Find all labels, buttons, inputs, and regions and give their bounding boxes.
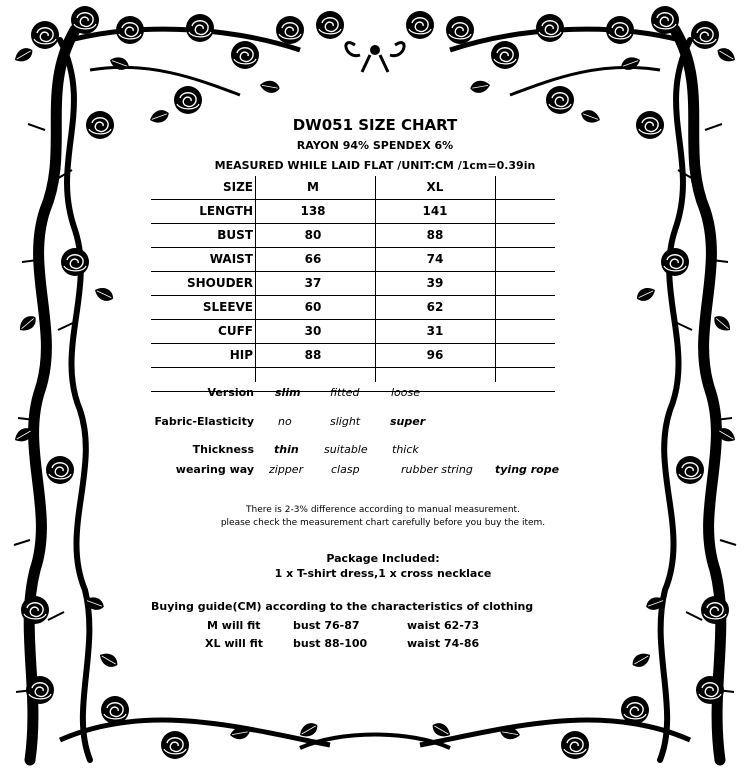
disclaimer-line2: please check the measurement chart carefully before you buy the item.	[220, 518, 546, 528]
table-divider	[375, 176, 376, 382]
row-value-xl: 74	[426, 252, 444, 266]
row-label: LENGTH	[199, 204, 253, 218]
wearing-zipper: zipper	[269, 463, 304, 476]
row-value-m: 138	[300, 204, 326, 218]
table-divider	[255, 176, 256, 382]
row-value-xl: 141	[422, 204, 448, 218]
package-title: Package Included:	[326, 552, 440, 565]
elasticity-slight: slight	[330, 415, 361, 428]
guide-waist-m: waist 62-73	[407, 619, 480, 632]
wearing-label: wearing way	[175, 463, 254, 476]
row-value-m: 88	[304, 348, 322, 362]
elasticity-no: no	[278, 415, 292, 428]
row-value-m: 66	[304, 252, 322, 266]
version-fitted: fitted	[330, 386, 360, 399]
row-value-xl: 62	[426, 300, 444, 314]
guide-bust-xl: bust 88-100	[293, 637, 368, 650]
thickness-suitable: suitable	[324, 443, 368, 456]
wearing-tying-rope: tying rope	[495, 463, 560, 476]
elasticity-label: Fabric-Elasticity	[154, 415, 254, 428]
guide-waist-xl: waist 74-86	[407, 637, 480, 650]
page-title: DW051 SIZE CHART	[292, 116, 458, 134]
version-label: Version	[207, 386, 254, 399]
row-value-m: 80	[304, 228, 322, 242]
guide-size-xl: XL will fit	[205, 637, 264, 650]
row-value-xl: 96	[426, 348, 444, 362]
thickness-label: Thickness	[192, 443, 254, 456]
row-value-xl: 31	[426, 324, 444, 338]
table-divider	[495, 176, 496, 382]
row-label: HIP	[229, 348, 253, 362]
row-value-xl: 88	[426, 228, 444, 242]
header-xl: XL	[426, 180, 444, 194]
row-value-xl: 39	[426, 276, 444, 290]
row-value-m: 60	[304, 300, 322, 314]
row-label: WAIST	[209, 252, 253, 266]
version-slim: slim	[275, 386, 301, 399]
material-text: RAYON 94% SPENDEX 6%	[296, 139, 454, 152]
thickness-thin: thin	[274, 443, 299, 456]
wearing-clasp: clasp	[331, 463, 360, 476]
thickness-thick: thick	[392, 443, 419, 456]
disclaimer-line1: There is 2-3% difference according to manual measurement.	[246, 505, 520, 515]
guide-size-m: M will fit	[207, 619, 261, 632]
version-loose: loose	[391, 386, 421, 399]
package-contents: 1 x T-shirt dress,1 x cross necklace	[274, 567, 492, 580]
guide-title: Buying guide(CM) according to the characteristics of clothing	[151, 600, 534, 613]
row-label: CUFF	[218, 324, 253, 338]
guide-bust-m: bust 76-87	[293, 619, 360, 632]
row-label: BUST	[217, 228, 253, 242]
header-size: SIZE	[222, 180, 253, 194]
measure-note: MEASURED WHILE LAID FLAT /UNIT:CM /1cm=0.39in	[214, 159, 536, 172]
elasticity-super: super	[390, 415, 426, 428]
row-label: SHOUDER	[186, 276, 253, 290]
header-m: M	[307, 180, 319, 194]
row-label: SLEEVE	[202, 300, 253, 314]
row-value-m: 30	[304, 324, 322, 338]
row-value-m: 37	[304, 276, 322, 290]
wearing-rubber-string: rubber string	[401, 463, 473, 476]
